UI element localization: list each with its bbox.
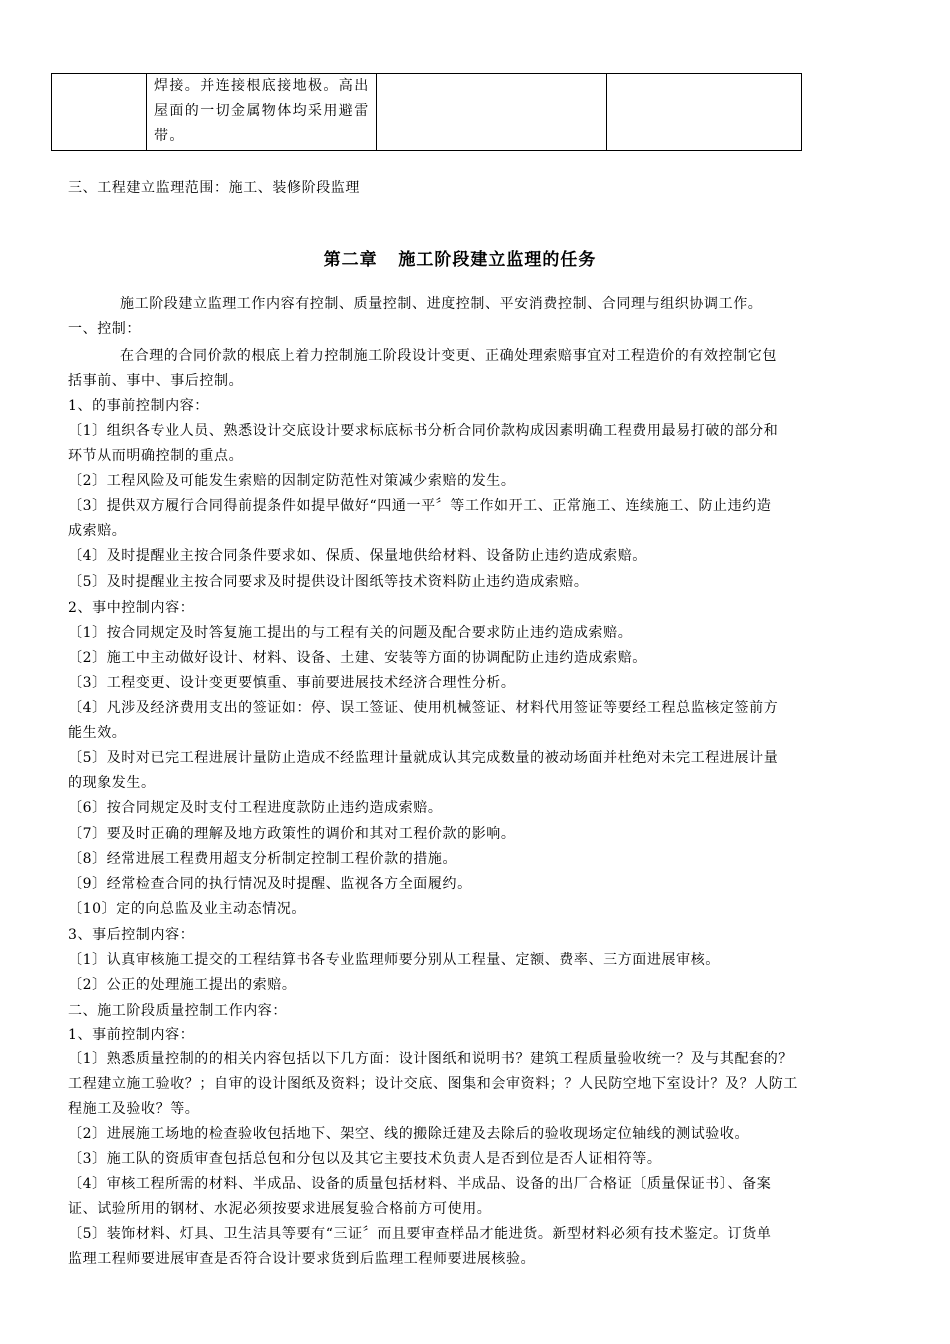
text-line: 〔7〕要及时正确的理解及地方政策性的调价和其对工程价款的影响。 [68, 826, 516, 842]
text-line: 〔4〕及时提醒业主按合同条件要求如、保质、保量地供给材料、设备防止违约造成索赔。 [68, 548, 647, 564]
text-line: 环节从而明确控制的重点。 [68, 448, 244, 464]
lightning-protection-text: 焊接。并连接根底接地极。高出 屋面的一切金属物体均采用避雷 带。 [154, 78, 370, 144]
supervision-scope-line: 三、工程建立监理范围：施工、装修阶段监理 [68, 180, 360, 196]
text-line: 〔3〕提供双方履行合同得前提条件如提早做好“四通一平〞等工作如开工、正常施工、连续施工、防止违约造 [68, 498, 772, 514]
text-line: 〔9〕经常检查合同的执行情况及时提醒、监视各方全面履约。 [68, 876, 472, 892]
text-line: 在合理的合同价款的根底上着力控制施工阶段设计变更、正确处理索赔事宜对工程造价的有效控制它包 [120, 348, 777, 364]
text-line: 〔1〕认真审核施工提交的工程结算书各专业监理师要分别从工程量、定额、费率、三方面进展审核。 [68, 952, 720, 968]
text-line: 〔1〕熟悉质量控制的的相关内容包括以下几方面：设计图纸和说明书？建筑工程质量验收统一？及与其配套的？ [68, 1051, 793, 1067]
text-line: 〔2〕施工中主动做好设计、材料、设备、土建、安装等方面的协调配防止违约造成索赔。 [68, 650, 647, 666]
text-line: 〔2〕工程风险及可能发生索赔的因制定防范性对策减少索赔的发生。 [68, 473, 516, 489]
text-line: 1、的事前控制内容： [68, 398, 209, 414]
text-line: 证、试验所用的钢材、水泥必须按要求进展复验合格前方可使用。 [68, 1201, 492, 1217]
chapter-intro: 施工阶段建立监理工作内容有控制、质量控制、进度控制、平安消费控制、合同理与组织协调工作。 [120, 296, 763, 312]
text-line: 〔3〕施工队的资质审查包括总包和分包以及其它主要技术负责人是否到位是否人证相符等。 [68, 1151, 662, 1167]
text-line: 〔1〕组织各专业人员、熟悉设计交底设计要求标底标书分析合同价款构成因素明确工程费用最易打破的部分和 [68, 423, 779, 439]
text-line: 一、控制： [68, 321, 141, 337]
text-line: 2、事中控制内容： [68, 600, 195, 616]
table-cell [52, 74, 147, 151]
text-line: 的现象发生。 [68, 775, 156, 791]
text-line: 〔5〕及时提醒业主按合同要求及时提供设计图纸等技术资料防止违约造成索赔。 [68, 574, 589, 590]
text-line: 工程建立施工验收？；自审的设计图纸及资料；设计交底、图集和会审资料；？人民防空地下室设计？及？人防工 [68, 1076, 798, 1092]
text-line: 程施工及验收？等。 [68, 1101, 200, 1117]
table-row [52, 74, 802, 151]
text-line: 成索赔。 [68, 523, 127, 539]
text-line: 括事前、事中、事后控制。 [68, 373, 244, 389]
table-cell [147, 74, 377, 151]
text-line: 〔1〕按合同规定及时答复施工提出的与工程有关的问题及配合要求防止违约造成索赔。 [68, 625, 633, 641]
table-cell [607, 74, 802, 151]
text-line: 监理工程师要进展审查是否符合设计要求货到后监理工程师要进展核验。 [68, 1251, 536, 1267]
text-line: 〔6〕按合同规定及时支付工程进度款防止违约造成索赔。 [68, 800, 443, 816]
text-line: 〔5〕及时对已完工程进展计量防止造成不经监理计量就成认其完成数量的被动场面并杜绝对未完工程进展计量 [68, 750, 779, 766]
text-line: 3、事后控制内容： [68, 927, 195, 943]
text-line: 二、施工阶段质量控制工作内容： [68, 1003, 287, 1019]
text-line: 〔2〕公正的处理施工提出的索赔。 [68, 977, 297, 993]
chapter-title: 第二章 施工阶段建立监理的任务 [323, 250, 597, 270]
continuation-table [51, 73, 802, 151]
text-line: 〔8〕经常进展工程费用超支分析制定控制工程价款的措施。 [68, 851, 458, 867]
text-line: 〔3〕工程变更、设计变更要慎重、事前要进展技术经济合理性分析。 [68, 675, 516, 691]
text-line: 1、事前控制内容： [68, 1027, 195, 1043]
text-line: 〔4〕审核工程所需的材料、半成品、设备的质量包括材料、半成品、设备的出厂合格证〔质量保证书〕、备案 [68, 1176, 772, 1192]
text-line: 〔2〕进展施工场地的检查验收包括地下、架空、线的搬除迁建及去除后的验收现场定位轴线的测试验收。 [68, 1126, 750, 1142]
text-line: 〔10〕定的向总监及业主动态情况。 [68, 901, 307, 917]
text-line: 〔5〕装饰材料、灯具、卫生洁具等要有“三证〞而且要审查样品才能进货。新型材料必须有技术鉴定。订货单 [68, 1226, 772, 1242]
text-line: 能生效。 [68, 725, 127, 741]
table-cell [377, 74, 607, 151]
text-line: 〔4〕凡涉及经济费用支出的签证如：停、误工签证、使用机械签证、材料代用签证等要经工程总监核定签前方 [68, 700, 779, 716]
